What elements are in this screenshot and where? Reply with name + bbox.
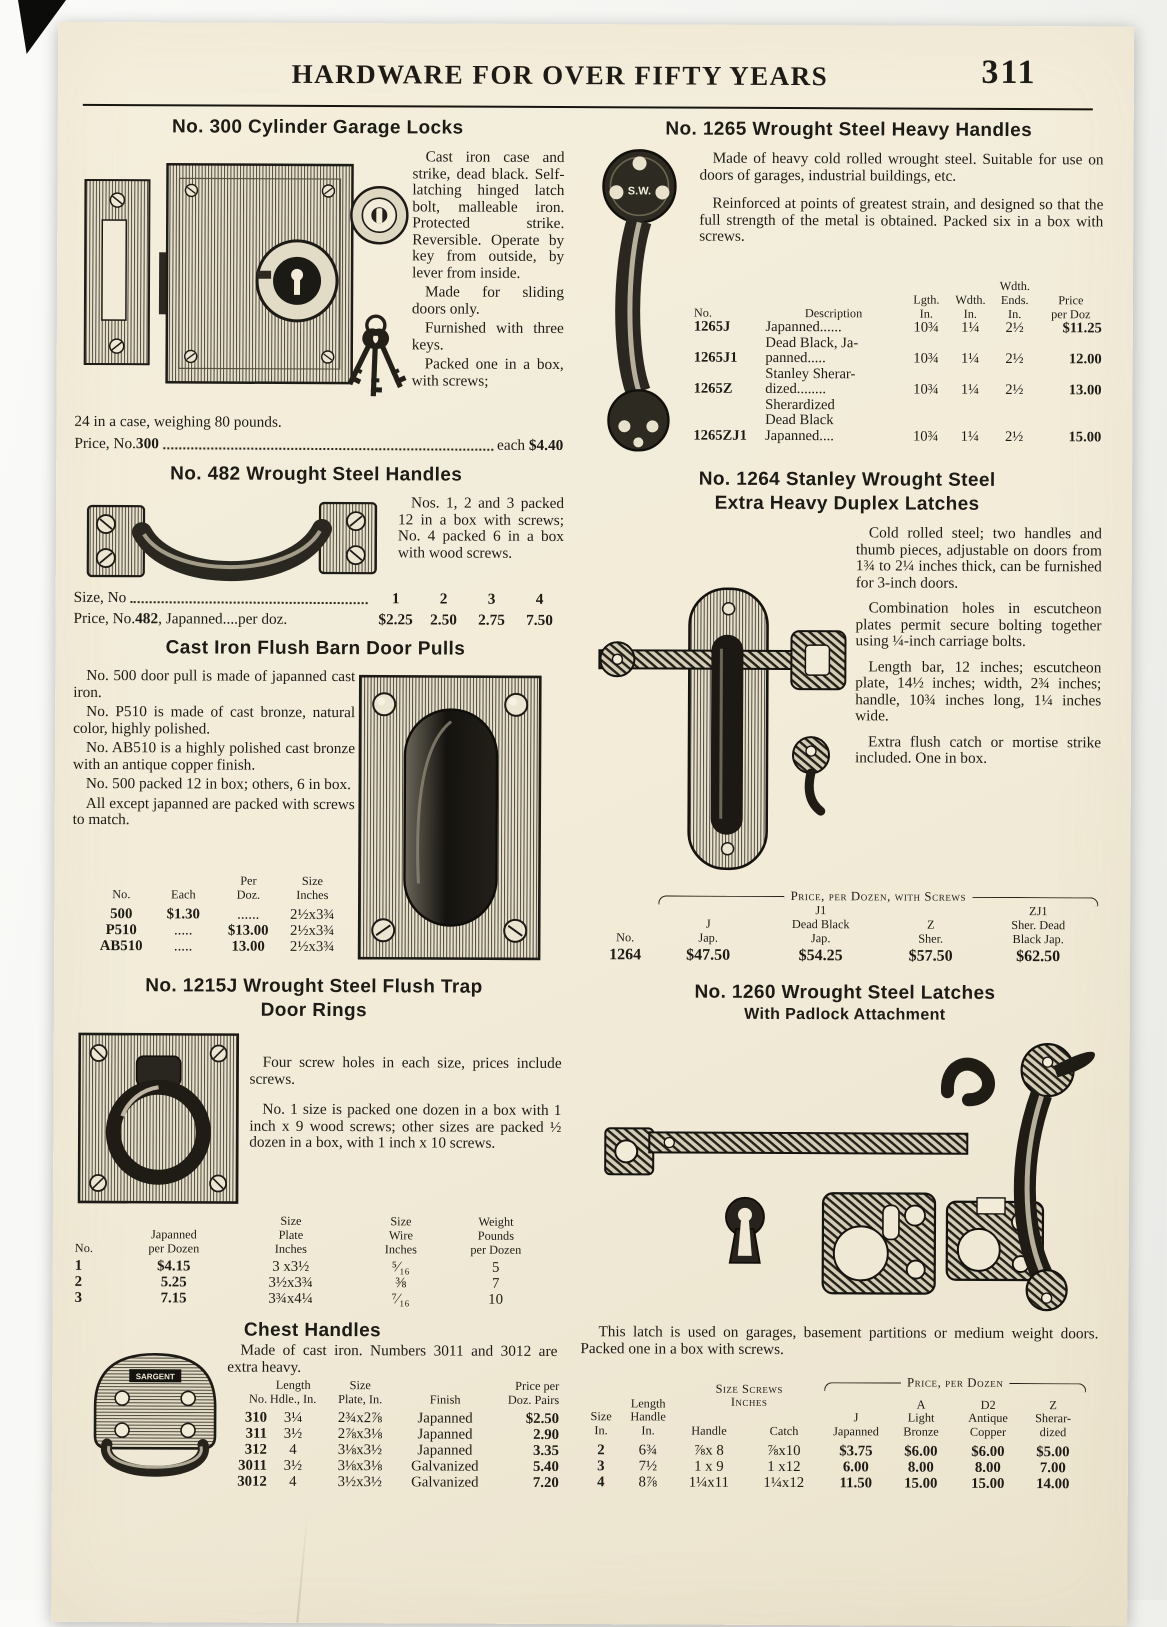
cell: 2½x3¾ <box>289 938 335 955</box>
section-chest-description <box>227 1343 557 1380</box>
cell: ⅞x10 <box>767 1442 801 1460</box>
paragraph: All except japanned are packed with screws to match. <box>72 794 355 829</box>
price-brace <box>824 1375 1086 1392</box>
size-row-482 <box>74 589 564 609</box>
case-note: 24 in a case, weighing 80 pounds. <box>74 412 282 431</box>
cell: $4.15 <box>157 1258 191 1275</box>
cell: 13.00 <box>1068 382 1102 399</box>
col-header: Price per Doz <box>1051 292 1091 321</box>
cell: 11.50 <box>839 1475 873 1492</box>
header-rule <box>83 104 1093 110</box>
col-header: Size In. <box>590 1409 612 1438</box>
pulls-table <box>92 874 344 955</box>
cell: 2¾x2⅞ <box>337 1409 383 1426</box>
cell: 13.00 <box>231 938 265 955</box>
table-row <box>692 335 1104 368</box>
paragraph: Furnished with three keys. <box>411 319 564 354</box>
heading-line2: With Padlock Attachment <box>744 1005 946 1024</box>
cell: 15.00 <box>904 1475 938 1492</box>
latch-plate <box>823 1193 935 1293</box>
cell: 2½ <box>1005 382 1024 399</box>
table-row <box>692 320 1104 337</box>
cell: 3012 <box>237 1473 267 1490</box>
cell: $13.00 <box>227 922 269 939</box>
cell: 2.90 <box>533 1426 560 1443</box>
paragraph: Combination holes in escutcheon plates permit secure bolting together using ¼-inch carriage bolts. <box>855 599 1102 651</box>
col-header: No. <box>74 1240 93 1255</box>
chest-handle-illustration <box>80 1344 231 1485</box>
paragraph: Made for sliding doors only. <box>411 283 565 318</box>
cell: ⅞x 8 <box>694 1442 724 1459</box>
cell: 500 <box>110 905 133 922</box>
cell: 7½ <box>638 1458 658 1475</box>
paragraph: No. 500 door pull is made of japanned cast iron. <box>73 666 356 701</box>
latches-1260-table <box>580 1374 1087 1526</box>
lock-body <box>159 164 353 383</box>
cell: 4 <box>289 1473 297 1490</box>
cell: 10¾ <box>913 381 939 398</box>
price-table-1264 <box>592 888 1098 967</box>
cylinder-face <box>351 187 407 243</box>
cell: 2½ <box>1004 428 1024 445</box>
heading-line2: Extra Heavy Duplex Latches <box>714 492 980 515</box>
price-brace-label: Price, per Dozen <box>906 1375 1004 1390</box>
col-header: Japanned per Dozen <box>148 1227 200 1255</box>
section-300-heading: No. 300 Cylinder Garage Locks <box>171 116 464 139</box>
cell: 1265J1 <box>693 349 738 367</box>
price-brace-label: Price, per Dozen, with Screws <box>790 889 967 904</box>
cell: Japanned...... <box>765 319 842 336</box>
cell: 14.00 <box>1036 1476 1070 1493</box>
paragraph: Made of heavy cold rolled wrought steel. Suitable for use on doors of garages, industrial buildings, etc. <box>699 149 1104 185</box>
price-no: 300 <box>135 435 159 453</box>
group-header-inches: Inches <box>730 1394 768 1409</box>
col-header: J Jap. <box>698 916 718 945</box>
col-header: Length Handle In. <box>630 1396 666 1438</box>
paragraph: Nos. 1, 2 and 3 packed 12 in a box with screws; No. 4 packed 6 in a box with wood screws. <box>397 494 565 562</box>
brand-label: S.W. <box>627 185 652 198</box>
paragraph: This latch is used on garages, basement partitions or medium weight doors. Packed one in a box with screws. <box>580 1323 1099 1358</box>
section-482-description <box>398 495 564 565</box>
chest-table-header <box>227 1379 559 1408</box>
heading-line1: No. 1215J Wrought Steel Flush Trap <box>145 975 483 998</box>
table-row <box>227 1425 559 1442</box>
col-header: No. <box>249 1391 268 1406</box>
cell: Japanned <box>417 1409 473 1427</box>
price-no: 482 <box>135 610 159 628</box>
handle <box>711 635 744 835</box>
cell: ⁷⁄₁₆ <box>391 1291 410 1308</box>
cell: Galvanized <box>411 1473 479 1491</box>
cell: 10 <box>488 1292 504 1309</box>
price-brace <box>658 888 1098 906</box>
table-body <box>580 1442 1086 1492</box>
cell: 2⅞x3⅛ <box>337 1425 383 1442</box>
section-1264-heading <box>591 467 1103 517</box>
col-header: Z Sher. <box>918 917 944 946</box>
cell: Stanley Sherar- dized........ <box>765 365 856 398</box>
cell: 3¼ <box>283 1409 303 1426</box>
pulls-table-header <box>92 874 344 903</box>
flush-pull-illustration <box>356 673 543 962</box>
duplex-latch-1264-illustration <box>596 522 848 879</box>
cell: 3 <box>74 1290 83 1307</box>
dot-leader <box>163 446 493 450</box>
cell: 4 <box>289 1441 297 1458</box>
table-row <box>92 922 344 939</box>
cell: $57.50 <box>908 947 953 966</box>
paragraph: No. 500 packed 12 in box; others, 6 in box. <box>85 775 352 794</box>
rings-table-header <box>75 1214 541 1257</box>
cell: 3½x3¾ <box>268 1275 313 1292</box>
catalog-page <box>51 22 1134 1627</box>
cell: 10¾ <box>913 350 939 367</box>
table-row <box>227 1409 559 1426</box>
col-header: Size Wire Inches <box>384 1214 417 1256</box>
table-row <box>227 1473 559 1490</box>
cell: 1¼x11 <box>688 1474 729 1491</box>
cell: 3½x3½ <box>337 1473 383 1490</box>
thumb-piece <box>793 737 829 811</box>
table-row <box>227 1457 559 1474</box>
cell: AB510 <box>99 937 143 954</box>
cell: 3 x3½ <box>272 1259 310 1276</box>
price-line-300 <box>74 435 563 455</box>
cell: 8.00 <box>974 1459 1001 1476</box>
chest-table <box>227 1379 559 1491</box>
cell: 7.00 <box>1039 1460 1066 1477</box>
cell: 3½ <box>283 1457 303 1474</box>
col-header: Z Sherar- dized <box>1035 1397 1072 1440</box>
price-value: $2.25 <box>378 611 413 629</box>
cell: P510 <box>105 921 137 938</box>
dot-leader <box>130 600 367 604</box>
handles-1265-table <box>691 279 1104 446</box>
cell: 2 <box>74 1274 83 1291</box>
cell: 5 <box>492 1260 500 1277</box>
paragraph: Packed one in a box, with screws; <box>411 355 564 390</box>
col-header: Description <box>804 305 863 320</box>
paragraph: No. P510 is made of cast bronze, natural color, highly polished. <box>73 702 356 738</box>
cell: 3.35 <box>533 1442 559 1459</box>
cell: 8.00 <box>907 1459 934 1476</box>
cell: 1264 <box>609 946 642 964</box>
cell: Sherardized Dead Black Japanned.... <box>764 396 835 445</box>
keyhole-escutcheon <box>726 1198 764 1263</box>
section-1215j-heading <box>64 974 564 1024</box>
cell: 2½x3¾ <box>290 906 335 923</box>
section-pulls-description <box>73 668 356 833</box>
cell: Japanned <box>417 1441 473 1459</box>
cell: ..... <box>173 921 193 938</box>
col-header: J Japanned <box>833 1410 879 1439</box>
section-pulls-heading: Cast Iron Flush Barn Door Pulls <box>165 637 466 660</box>
cell: Dead Black, Ja- panned..... <box>765 334 859 367</box>
section-1260-description <box>580 1324 1098 1362</box>
col-header: Lgth. In. <box>913 292 940 321</box>
col-header: D2 Antique Copper <box>968 1397 1008 1440</box>
col-header: Wdth. Ends. In. <box>999 278 1031 321</box>
cell: 3⅛x3½ <box>337 1441 383 1458</box>
paragraph: No. AB510 is a highly polished cast bronze with an antique copper finish. <box>72 739 356 774</box>
heading-line2: Door Rings <box>260 999 368 1021</box>
cell: 6.00 <box>842 1459 869 1476</box>
paragraph: Cold rolled steel; two handles and thumb pieces, adjustable on doors from 1¾ to 2¼ inches thick, can be furnished for 3-inch doors. <box>855 524 1102 592</box>
paragraph: Reinforced at points of greatest strain, and designed so that the full strength of the metal is obtained. Packed six in a box with screws. <box>699 194 1104 245</box>
cell: 8⅞ <box>638 1474 658 1491</box>
cell: 312 <box>244 1441 267 1458</box>
size-value: 2 <box>439 590 448 608</box>
cell: 2½ <box>1005 320 1024 337</box>
table-row <box>75 1290 541 1308</box>
cell: 6¾ <box>638 1442 658 1459</box>
price-value: 2.50 <box>430 611 457 629</box>
col-header: Size Inches <box>296 873 329 902</box>
paper-crease <box>296 1511 308 1623</box>
col-header: Per Doz. <box>236 873 261 902</box>
section-482-heading: No. 482 Wrought Steel Handles <box>170 463 463 486</box>
cell: $1.30 <box>166 905 200 922</box>
cell: 2½x3¾ <box>289 922 335 939</box>
table-row <box>92 938 344 955</box>
cell: 311 <box>245 1425 268 1442</box>
latch-1260-illustration <box>595 1024 1099 1312</box>
col-header: Price per Doz. Pairs <box>507 1378 560 1407</box>
table-row <box>227 1441 559 1458</box>
cell: 310 <box>244 1409 268 1426</box>
price-value: 7.50 <box>526 611 553 629</box>
section-1260-heading <box>589 980 1101 1026</box>
cell: 1¼ <box>960 382 980 399</box>
cell: 2½ <box>1005 351 1024 368</box>
group-header-size-screws: Size Screws <box>715 1381 783 1397</box>
cell: 2 <box>597 1442 605 1459</box>
strike-plate <box>85 180 150 364</box>
col-header: Length Hdle., In. <box>269 1377 317 1406</box>
cell: 1¼x12 <box>763 1474 805 1492</box>
section-1264-description <box>855 525 1102 771</box>
size-value: 3 <box>487 590 496 608</box>
cell: 1265J <box>693 318 731 336</box>
col-header: Catch <box>769 1424 799 1439</box>
size-value: 1 <box>391 590 400 608</box>
cell: 3¾x4¼ <box>268 1291 313 1308</box>
heavy-handle-1265-illustration <box>593 146 684 458</box>
cell: 5.25 <box>160 1274 187 1291</box>
col-header: A Light Bronze <box>903 1397 939 1439</box>
cell: $11.25 <box>1062 320 1102 337</box>
price-row-482 <box>74 610 564 630</box>
paragraph: Extra flush catch or mortise strike included. One in box. <box>854 733 1102 768</box>
section-chest-heading: Chest Handles <box>243 1319 382 1342</box>
cell: ⅜ <box>395 1275 407 1292</box>
cell: 12.00 <box>1068 351 1102 368</box>
cell: 1 <box>74 1258 83 1275</box>
cell: 1 x12 <box>767 1458 801 1476</box>
cell: 1265Z <box>693 380 733 398</box>
price-label: Price, No. <box>73 609 136 628</box>
col-header: Size Plate Inches <box>274 1213 307 1256</box>
col-header: No. <box>112 886 131 901</box>
cell: 5.40 <box>532 1458 559 1475</box>
section-1265-description <box>699 151 1103 250</box>
cell: $6.00 <box>904 1443 938 1460</box>
cell: 1¼ <box>960 351 980 368</box>
cell: Japanned <box>417 1425 473 1443</box>
cell: ...... <box>237 906 260 923</box>
col-header: Handle <box>691 1423 727 1438</box>
cell: 4 <box>597 1474 605 1491</box>
table-row <box>92 906 344 923</box>
price-suffix: , Japanned....per doz. <box>158 610 288 628</box>
cell: 3½ <box>283 1425 303 1442</box>
cell: $5.00 <box>1036 1444 1070 1461</box>
cell: $3.75 <box>839 1443 873 1460</box>
paragraph: Made of cast iron. Numbers 3011 and 3012 are extra heavy. <box>227 1341 558 1376</box>
col-header: Wdth. In. <box>955 292 986 321</box>
page-number: 311 <box>981 53 1037 92</box>
cell: $47.50 <box>686 946 731 965</box>
cell: 7.15 <box>160 1290 187 1307</box>
price-unit: each <box>497 436 526 454</box>
cell: $6.00 <box>971 1443 1005 1460</box>
bar-and-staple <box>605 1128 967 1176</box>
cell: 1265ZJ1 <box>693 427 747 444</box>
table-row <box>692 366 1104 399</box>
heading-line1: No. 1260 Wrought Steel Latches <box>694 981 996 1004</box>
cell: 1¼ <box>961 320 980 337</box>
cell: 7.20 <box>532 1474 559 1491</box>
cell: 7 <box>491 1276 500 1293</box>
price-value: 2.75 <box>478 611 505 629</box>
col-header: Weight Pounds per Dozen <box>470 1214 522 1257</box>
col-header: Each <box>171 887 196 902</box>
catch-plate <box>791 631 845 689</box>
price-value: $4.40 <box>528 436 564 455</box>
cell: 1 x 9 <box>694 1458 724 1475</box>
cell: 10¾ <box>913 319 940 336</box>
size-value: 4 <box>535 590 544 608</box>
cell: 3 <box>597 1458 605 1475</box>
price-label: Price, No. <box>74 434 136 453</box>
garage-lock-illustration <box>78 152 409 409</box>
col-header: No. <box>693 305 713 320</box>
cell: ..... <box>173 937 193 954</box>
table-row <box>691 397 1103 445</box>
cell: $2.50 <box>525 1410 560 1427</box>
paragraph: No. 1 size is packed one dozen in a box with 1 inch x 9 wood screws; other sizes are packed ½ dozen in a box, with 1 inch x 10 screws. <box>249 1100 562 1152</box>
table-row <box>580 1474 1086 1492</box>
cell: ⁵⁄₁₆ <box>391 1259 410 1276</box>
table-header-row <box>692 279 1104 322</box>
cell: 1¼ <box>960 428 979 445</box>
cell: 15.00 <box>971 1475 1005 1492</box>
section-300-description <box>412 149 565 393</box>
section-1265-heading: No. 1265 Wrought Steel Heavy Handles <box>665 118 1033 142</box>
cell: 10¾ <box>912 428 939 445</box>
section-1215j-description <box>249 1055 561 1156</box>
col-header: ZJ1 Sher. Dead Black Jap. <box>1011 904 1066 946</box>
size-label: Size, No <box>73 588 127 607</box>
cell: $54.25 <box>798 947 843 965</box>
cell: 3⅛x3⅛ <box>337 1457 383 1474</box>
col-header: Finish <box>429 1392 461 1407</box>
rings-table <box>75 1214 541 1308</box>
handle-482-illustration <box>86 490 378 589</box>
paragraph: Cast iron case and strike, dead black. Self-latching hinged latch bolt, malleable iron. Protected strike. Reversible. Operate by key from outside, by lever from inside. <box>412 148 565 282</box>
cell: Galvanized <box>411 1457 479 1475</box>
cell: 3011 <box>238 1457 267 1474</box>
col-header: Size Plate, In. <box>338 1378 383 1407</box>
brand-label: SARGENT <box>135 1372 175 1382</box>
page-title: HARDWARE FOR OVER FIFTY YEARS <box>291 58 829 92</box>
heading-line1: No. 1264 Stanley Wrought Steel <box>698 468 996 491</box>
paragraph: Four screw holes in each size, prices include screws. <box>249 1053 562 1088</box>
cell: $62.50 <box>1016 948 1061 966</box>
col-header: No. <box>616 929 635 944</box>
col-header: J1 Dead Black Jap. <box>791 903 850 945</box>
table-row <box>592 946 1098 966</box>
ring-pull-illustration <box>75 1030 242 1207</box>
paragraph: Length bar, 12 inches; escutcheon plate, 14½ inches; width, 2¾ inches; handle, 10¾ inches long, 1¼ inches wide. <box>855 657 1102 725</box>
cell: 15.00 <box>1068 429 1102 446</box>
